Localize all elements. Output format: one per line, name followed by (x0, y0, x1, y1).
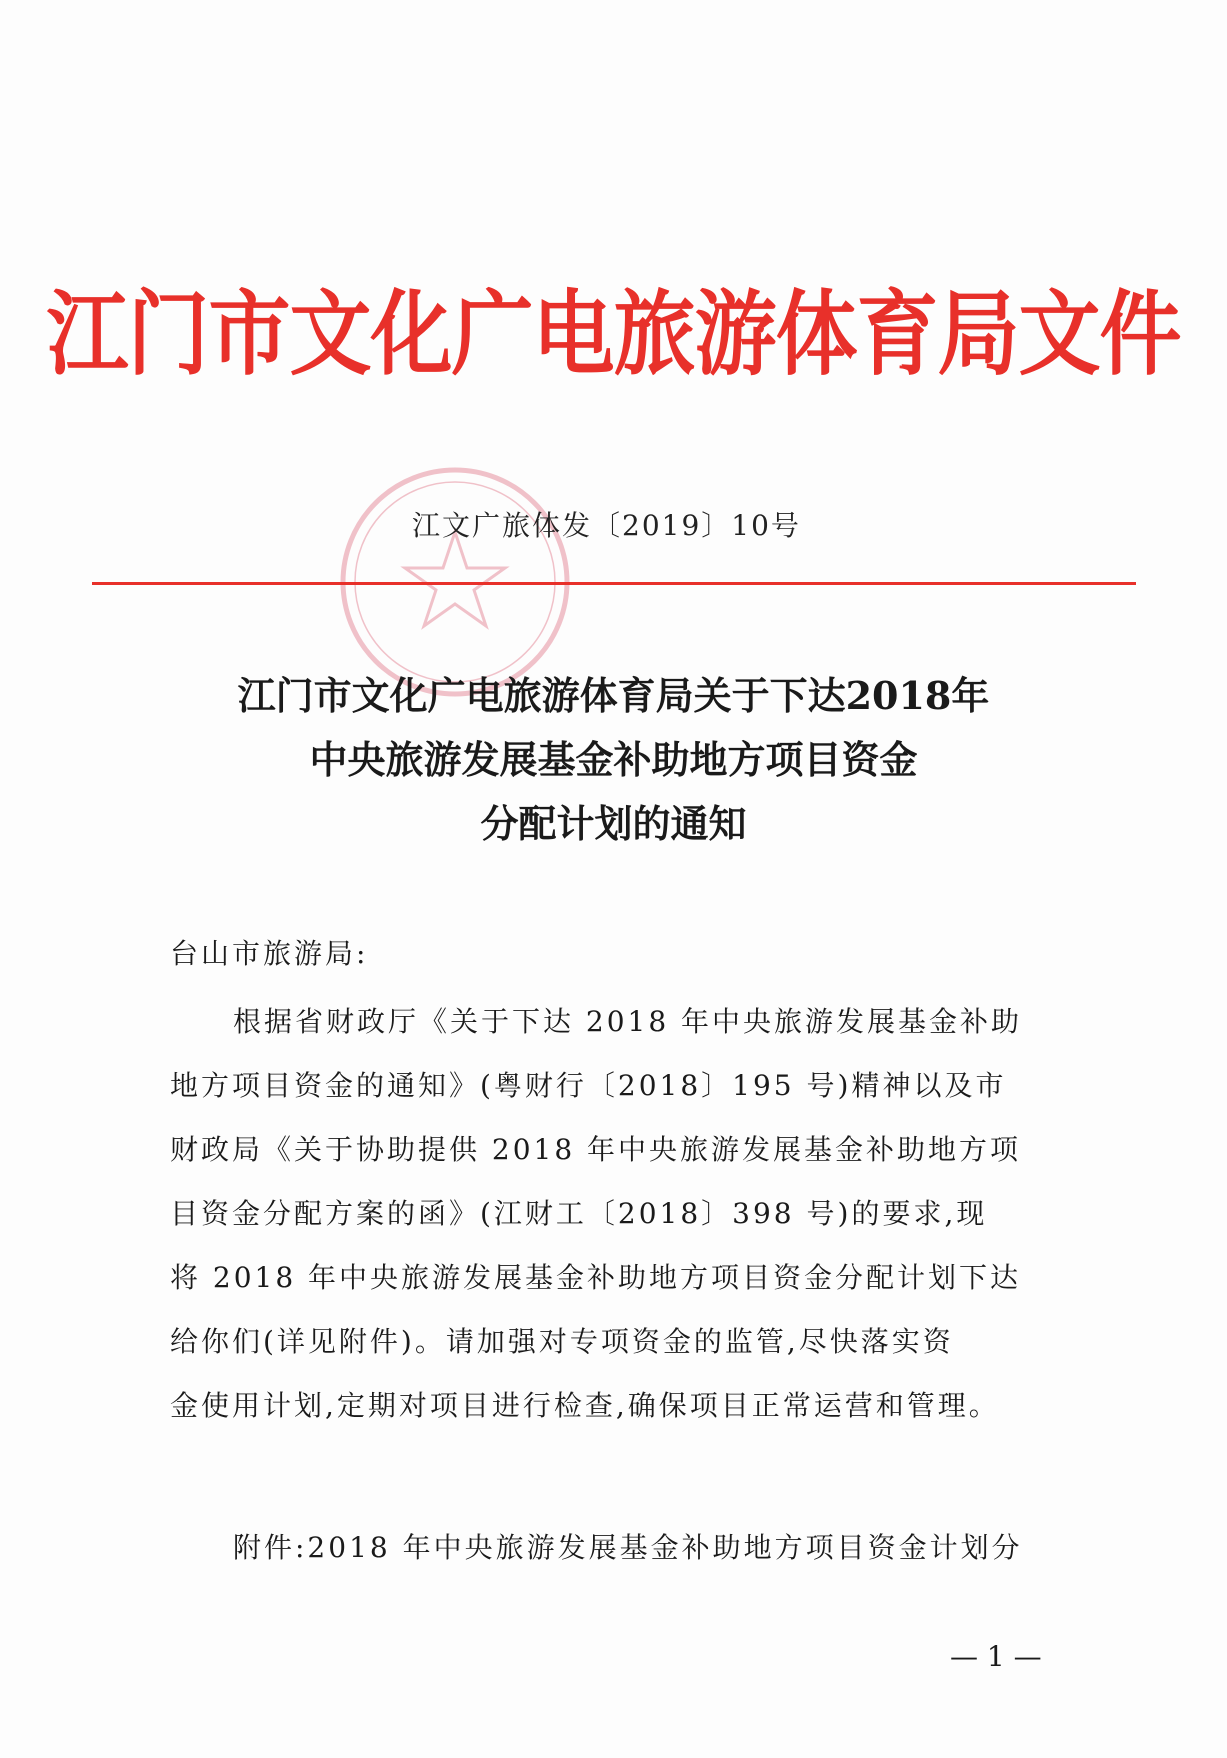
title-line-2: 中央旅游发展基金补助地方项目资金 (309, 737, 918, 782)
masthead-title: 江门市文化广电旅游体育局文件 (46, 281, 1181, 389)
red-divider (92, 582, 1136, 585)
body-line-5: 将 2018 年中央旅游发展基金补助地方项目资金分配计划下达 (170, 1261, 1022, 1294)
title-line-1: 江门市文化广电旅游体育局关于下达2018年 (237, 673, 990, 718)
salutation: 台山市旅游局: (170, 937, 369, 970)
page-number: — 1 — (950, 1640, 1042, 1673)
body-line-2: 地方项目资金的通知》(粤财行〔2018〕195 号)精神以及市 (170, 1069, 1007, 1102)
body-line-7: 金使用计划,定期对项目进行检查,确保项目正常运营和管理。 (170, 1389, 1000, 1422)
body-line-6: 给你们(详见附件)。请加强对专项资金的监管,尽快落实资 (170, 1325, 954, 1358)
body-line-1: 根据省财政厅《关于下达 2018 年中央旅游发展基金补助 (233, 1005, 1023, 1038)
attachment-line: 附件:2018 年中央旅游发展基金补助地方项目资金计划分 (233, 1531, 1023, 1564)
notice-title (0, 664, 1227, 856)
body-line-4: 目资金分配方案的函》(江财工〔2018〕398 号)的要求,现 (170, 1197, 988, 1230)
body-line-3: 财政局《关于协助提供 2018 年中央旅游发展基金补助地方项 (170, 1133, 1022, 1166)
title-line-3: 分配计划的通知 (480, 801, 747, 846)
document-number: 江文广旅体发〔2019〕10号 (412, 509, 801, 542)
